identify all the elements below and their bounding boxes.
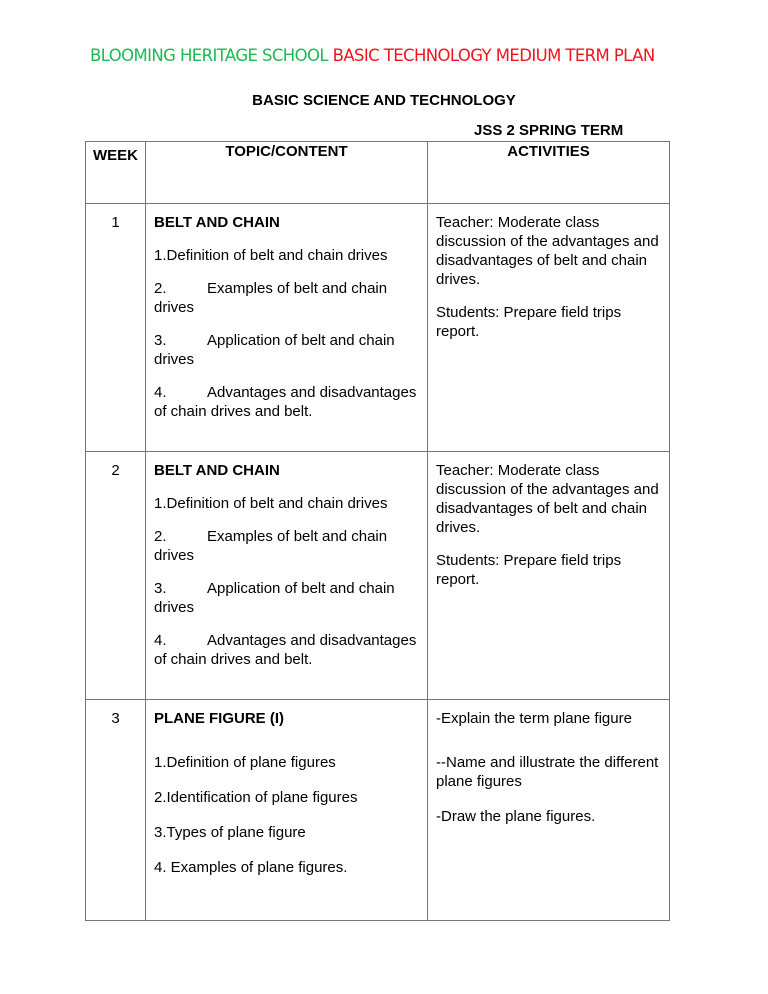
activity-item: -Explain the term plane figure	[436, 710, 632, 727]
plan-title: BASIC TECHNOLOGY MEDIUM TERM PLAN	[332, 46, 655, 65]
topic-item: 4. Advantages and disadvantages of chain drives and belt.	[154, 384, 417, 420]
topic-title: BELT AND CHAIN	[154, 462, 280, 479]
activity-students: Students: Prepare field trips report.	[436, 552, 622, 588]
topic-item: 3.Types of plane figure	[154, 824, 306, 841]
table-row	[86, 452, 670, 700]
table-row	[86, 700, 670, 921]
topic-item: 2.Identification of plane figures	[154, 789, 358, 806]
topic-item: 3. Application of belt and chain drives	[154, 580, 395, 616]
plan-table	[85, 141, 670, 921]
topic-item: 4. Advantages and disadvantages of chain drives and belt.	[154, 632, 417, 668]
document-header	[90, 46, 655, 65]
activity-teacher: Teacher: Moderate class discussion of the advantages and disadvantages of belt and chain drives.	[436, 462, 659, 536]
topic-title: BELT AND CHAIN	[154, 214, 280, 231]
topic-item: 1.Definition of plane figures	[154, 754, 336, 771]
activity-item: -Draw the plane figures.	[436, 808, 596, 825]
activities-cell	[428, 700, 670, 921]
table-header-row	[86, 142, 670, 204]
topic-cell	[146, 204, 428, 452]
activity-students: Students: Prepare field trips report.	[436, 304, 622, 340]
activity-teacher: Teacher: Moderate class discussion of the advantages and disadvantages of belt and chain drives.	[436, 214, 659, 288]
header-topic: TOPIC/CONTENT	[146, 142, 428, 204]
activity-item: --Name and illustrate the different plane figures	[436, 754, 659, 790]
topic-item: 4. Examples of plane figures.	[154, 859, 348, 876]
week-cell: 2	[86, 452, 146, 700]
activities-cell	[428, 452, 670, 700]
topic-item: 3. Application of belt and chain drives	[154, 332, 395, 368]
week-cell: 3	[86, 700, 146, 921]
topic-cell	[146, 700, 428, 921]
header-activities: ACTIVITIES	[428, 142, 670, 204]
table-row	[86, 204, 670, 452]
topic-item: 1.Definition of belt and chain drives	[154, 495, 388, 512]
subject-title: BASIC SCIENCE AND TECHNOLOGY	[252, 92, 516, 109]
week-cell: 1	[86, 204, 146, 452]
topic-cell	[146, 452, 428, 700]
topic-item: 2. Examples of belt and chain drives	[154, 528, 388, 564]
activities-cell	[428, 204, 670, 452]
header-week: WEEK	[86, 142, 146, 204]
school-name: BLOOMING HERITAGE SCHOOL	[90, 46, 328, 65]
topic-item: 1.Definition of belt and chain drives	[154, 247, 388, 264]
topic-item: 2. Examples of belt and chain drives	[154, 280, 388, 316]
topic-title: PLANE FIGURE (I)	[154, 710, 284, 727]
term-title: JSS 2 SPRING TERM	[474, 122, 624, 139]
